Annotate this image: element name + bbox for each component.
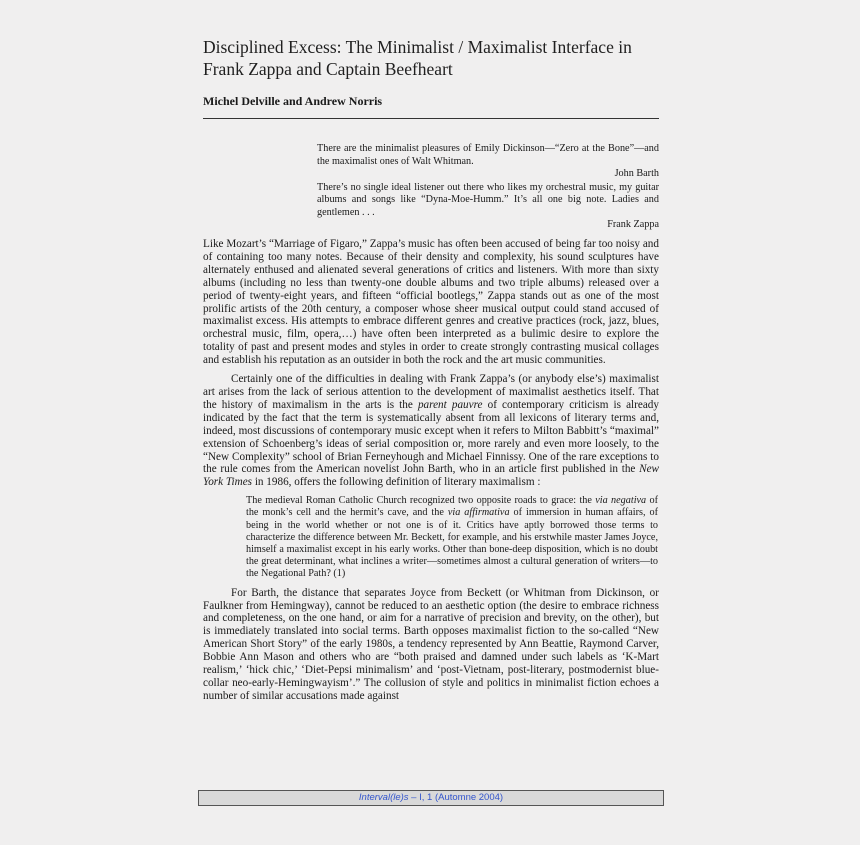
text-span: in 1986, offers the following definition of literary maximalism : — [252, 476, 541, 489]
article-authors: Michel Delville and Andrew Norris — [203, 94, 383, 108]
text-span: of contemporary criticism is already indicated by the fact that the term is systematically absent from all lexicons of literary terms and, indeed, most discussions of contemporary music except when it refers to Milton Babbitt’s “maximal” extension of Schoenberg’s ideas of serial composition or, more rarely and even more loosely, to the “New Complexity” school of Brian Ferneyhough and Michael Finnissy. One of the rare exceptions to the rule comes from the American novelist John Barth, who in an article first published in the — [203, 398, 659, 476]
article-body — [203, 238, 659, 703]
body-paragraph: Like Mozart’s “Marriage of Figaro,” Zappa’s music has often been accused of being far too noisy and of containing too many notes. Because of their density and complexity, his sound sculptures have alternately enthused and alienated several generations of critics and listeners. With more than sixty albums (including no less than twenty-one double albums and two triple albums) released over a period of twenty-eight years, and fifteen “official bootlegs,” Zappa stands out as one of the most prolific artists of the 20th century, a composer whose sheer musical output could stand accused of maximalist excess. His attempts to embrace different genres and creative practices (rock, jazz, blues, orchestral music, film, opera,…) have often been interpreted as a bulimic desire to explore the totality of past and present modes and styles in order to create strongly contrasting musical collages and establish his reputation as an outsider in both the rock and the art music communities. — [203, 238, 659, 367]
epigraph-text: There are the minimalist pleasures of Emily Dickinson—“Zero at the Bone”—and the maximalist ones of Walt Whitman. — [317, 143, 659, 167]
journal-footer — [198, 790, 664, 806]
italic-term: via affirmativa — [447, 507, 510, 519]
epigraph-text: There’s no single ideal listener out there who likes my orchestral music, my guitar albums and songs like “Dyna-Moe-Humm.” It’s all one big note. Ladies and gentlemen . . . — [317, 181, 659, 218]
text-span: of immersion in human affairs, of being in the world whether or not one is of it. Critics have aptly borrowed those terms to characterize the difference between Mr. Beckett, for example, and his erstwhile master James Joyce, himself a maximalist except in his early works. Other than bone-deep disposition, which is no doubt the great determinant, what inclines a writer—sometimes almost a cultural generation of writers—to the Negational Path? (1) — [246, 507, 658, 580]
title-divider — [203, 118, 659, 119]
text-span: The medieval Roman Catholic Church recognized two opposite roads to grace: the — [246, 495, 596, 507]
journal-name: Interval(le)s — [358, 792, 409, 803]
epigraphs — [317, 143, 659, 233]
issue-info: – I, 1 (Automne 2004) — [408, 792, 504, 803]
body-paragraph: For Barth, the distance that separates Joyce from Beckett (or Whitman from Dickinson, or Faulkner from Hemingway), cannot be reduced to an aesthetic option (the desire to embrace richness and completeness, on the one hand, or aim for a narrative of precision and brevity, on the other), but is immediately translated into social terms. Barth opposes maximalist fiction to the so-called “New American Short Story” of the early 1980s, a tendency represented by Ann Beattie, Raymond Carver, Bobbie Ann Mason and others who are “both praised and damned under such labels as ‘K-Mart realism,’ ‘hick chic,’ ‘Diet-Pepsi minimalism’ and ‘post-Vietnam, post-literary, postmodernist blue-collar neo-early-Hemingwayism’.” The collusion of style and politics in minimalist fiction echoes a number of similar accusations made against — [203, 586, 659, 702]
epigraph-attribution: Frank Zappa — [607, 219, 659, 230]
block-quote — [246, 495, 658, 580]
article-page — [203, 0, 659, 845]
italic-term: via negativa — [595, 495, 647, 507]
text-span: of the monk’s cell and the hermit’s cave, and the — [246, 495, 658, 519]
italic-title: New York Times — [203, 463, 659, 489]
text-span: Certainly one of the difficulties in dealing with Frank Zappa’s (or anybody else’s) maximalist art arises from the lack of serious attention to the development of maximalist aesthetics itself. That the history of maximalism in the arts is the — [203, 373, 659, 411]
article-title: Disciplined Excess: The Minimalist / Maximalist Interface in Frank Zappa and Captain Beefheart — [203, 37, 632, 79]
body-paragraph — [203, 373, 659, 489]
epigraph-attribution: John Barth — [614, 168, 659, 179]
italic-term: parent pauvre — [417, 398, 483, 411]
